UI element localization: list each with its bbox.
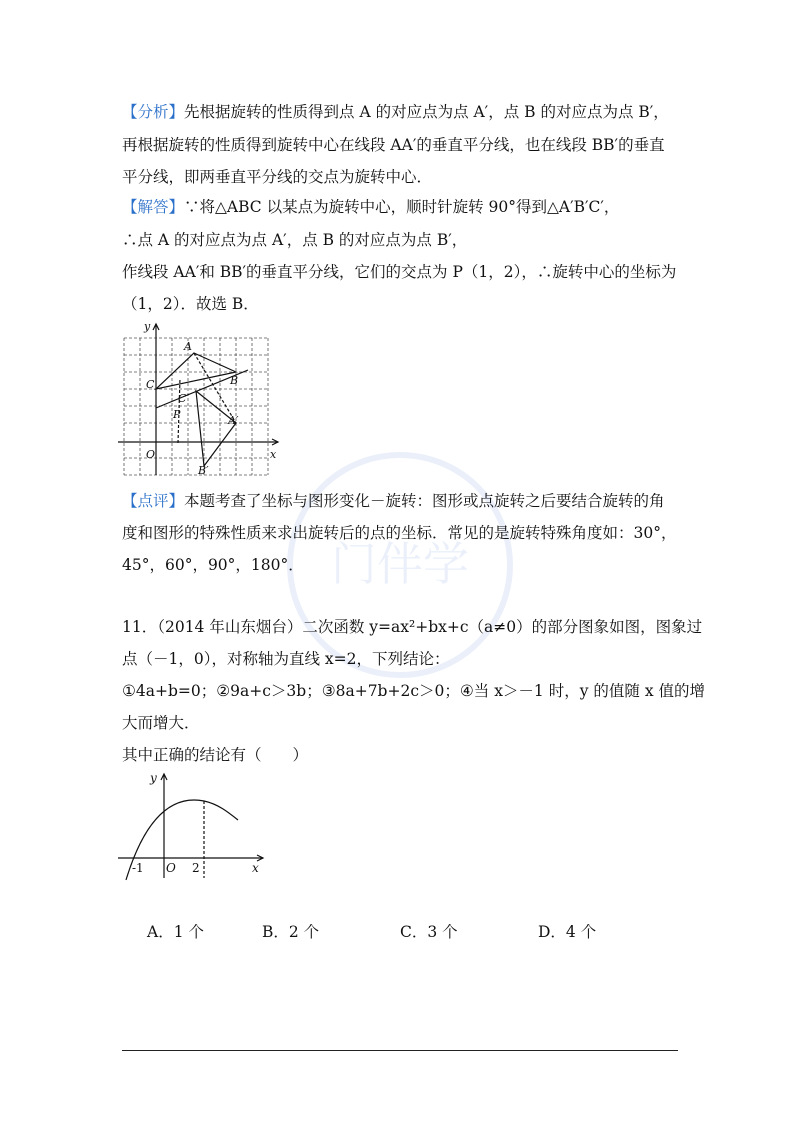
answer-line-4: （1，2）．故选 B．: [122, 295, 259, 313]
fig1-point-a-prime: A′: [228, 414, 239, 427]
fig2-x-label: x: [252, 861, 259, 875]
answer-line-1: 【解答】∵将△ABC 以某点为旋转中心，顺时针旋转 90°得到△A′B′C′，: [122, 198, 620, 216]
fig1-x-label: x: [270, 448, 277, 461]
fig1-origin: O: [146, 448, 156, 461]
fig2-origin: O: [166, 861, 176, 875]
fig1-point-b: B: [230, 374, 239, 387]
fig1-point-c: C: [146, 378, 155, 391]
answer-line-2: ∴点 A 的对应点为点 A′，点 B 的对应点为点 B′，: [122, 231, 468, 249]
analysis-line-3: 平分线，即两垂直平分线的交点为旋转中心．: [122, 168, 433, 186]
option-c[interactable]: C．3 个: [400, 923, 458, 941]
fig1-y-label: y: [144, 320, 151, 333]
analysis-line-2: 再根据旋转的性质得到旋转中心在线段 AA′的垂直平分线，也在线段 BB′的垂直: [122, 136, 665, 154]
fig2-y-label: y: [150, 771, 157, 785]
question-line-5: 其中正确的结论有（ ）: [122, 746, 309, 764]
answer-tag: 【解答】: [122, 198, 185, 216]
option-d[interactable]: D．4 个: [538, 923, 597, 941]
footer-divider: [122, 1050, 678, 1051]
question-line-3: ①4a+b=0；②9a+c＞3b；③8a+7b+2c＞0；④当 x＞－1 时，y 的值随 x 值的增: [122, 682, 705, 700]
option-b[interactable]: B．2 个: [262, 923, 320, 941]
analysis-tag: 【分析】: [122, 103, 185, 121]
question-line-1: 11．（2014 年山东烟台）二次函数 y=ax²+bx+c（a≠0）的部分图象如图，图象过: [122, 618, 703, 636]
svg-text:门伴学: 门伴学: [331, 537, 469, 591]
review-line-2: 度和图形的特殊性质来求出旋转后的点的坐标．常见的是旋转特殊角度如：30°，: [122, 524, 677, 542]
analysis-line-1: 【分析】先根据旋转的性质得到点 A 的对应点为点 A′，点 B 的对应点为点 B′，: [122, 103, 669, 121]
fig1-point-c-prime: C′: [178, 392, 189, 405]
fig1-point-a: A: [184, 340, 192, 353]
option-a[interactable]: A．1 个: [147, 923, 204, 941]
question-line-2: 点（－1，0），对称轴为直线 x=2，下列结论：: [122, 650, 450, 668]
fig1-point-b-prime: B′: [198, 464, 209, 477]
question-line-4: 大而增大．: [122, 714, 200, 732]
rotation-figure: [118, 318, 280, 478]
review-line-1: 【点评】本题考查了坐标与图形变化－旋转：图形或点旋转之后要结合旋转的角: [122, 492, 665, 510]
parabola-figure: [118, 768, 268, 888]
fig2-label-neg1: -1: [132, 861, 144, 875]
fig2-label-two: 2: [192, 861, 200, 875]
review-line-3: 45°，60°，90°，180°．: [122, 556, 304, 574]
answer-line-3: 作线段 AA′和 BB′的垂直平分线，它们的交点为 P（1，2），∴旋转中心的坐标为: [122, 263, 677, 281]
fig1-point-p: P: [173, 408, 181, 421]
review-tag: 【点评】: [122, 492, 185, 510]
